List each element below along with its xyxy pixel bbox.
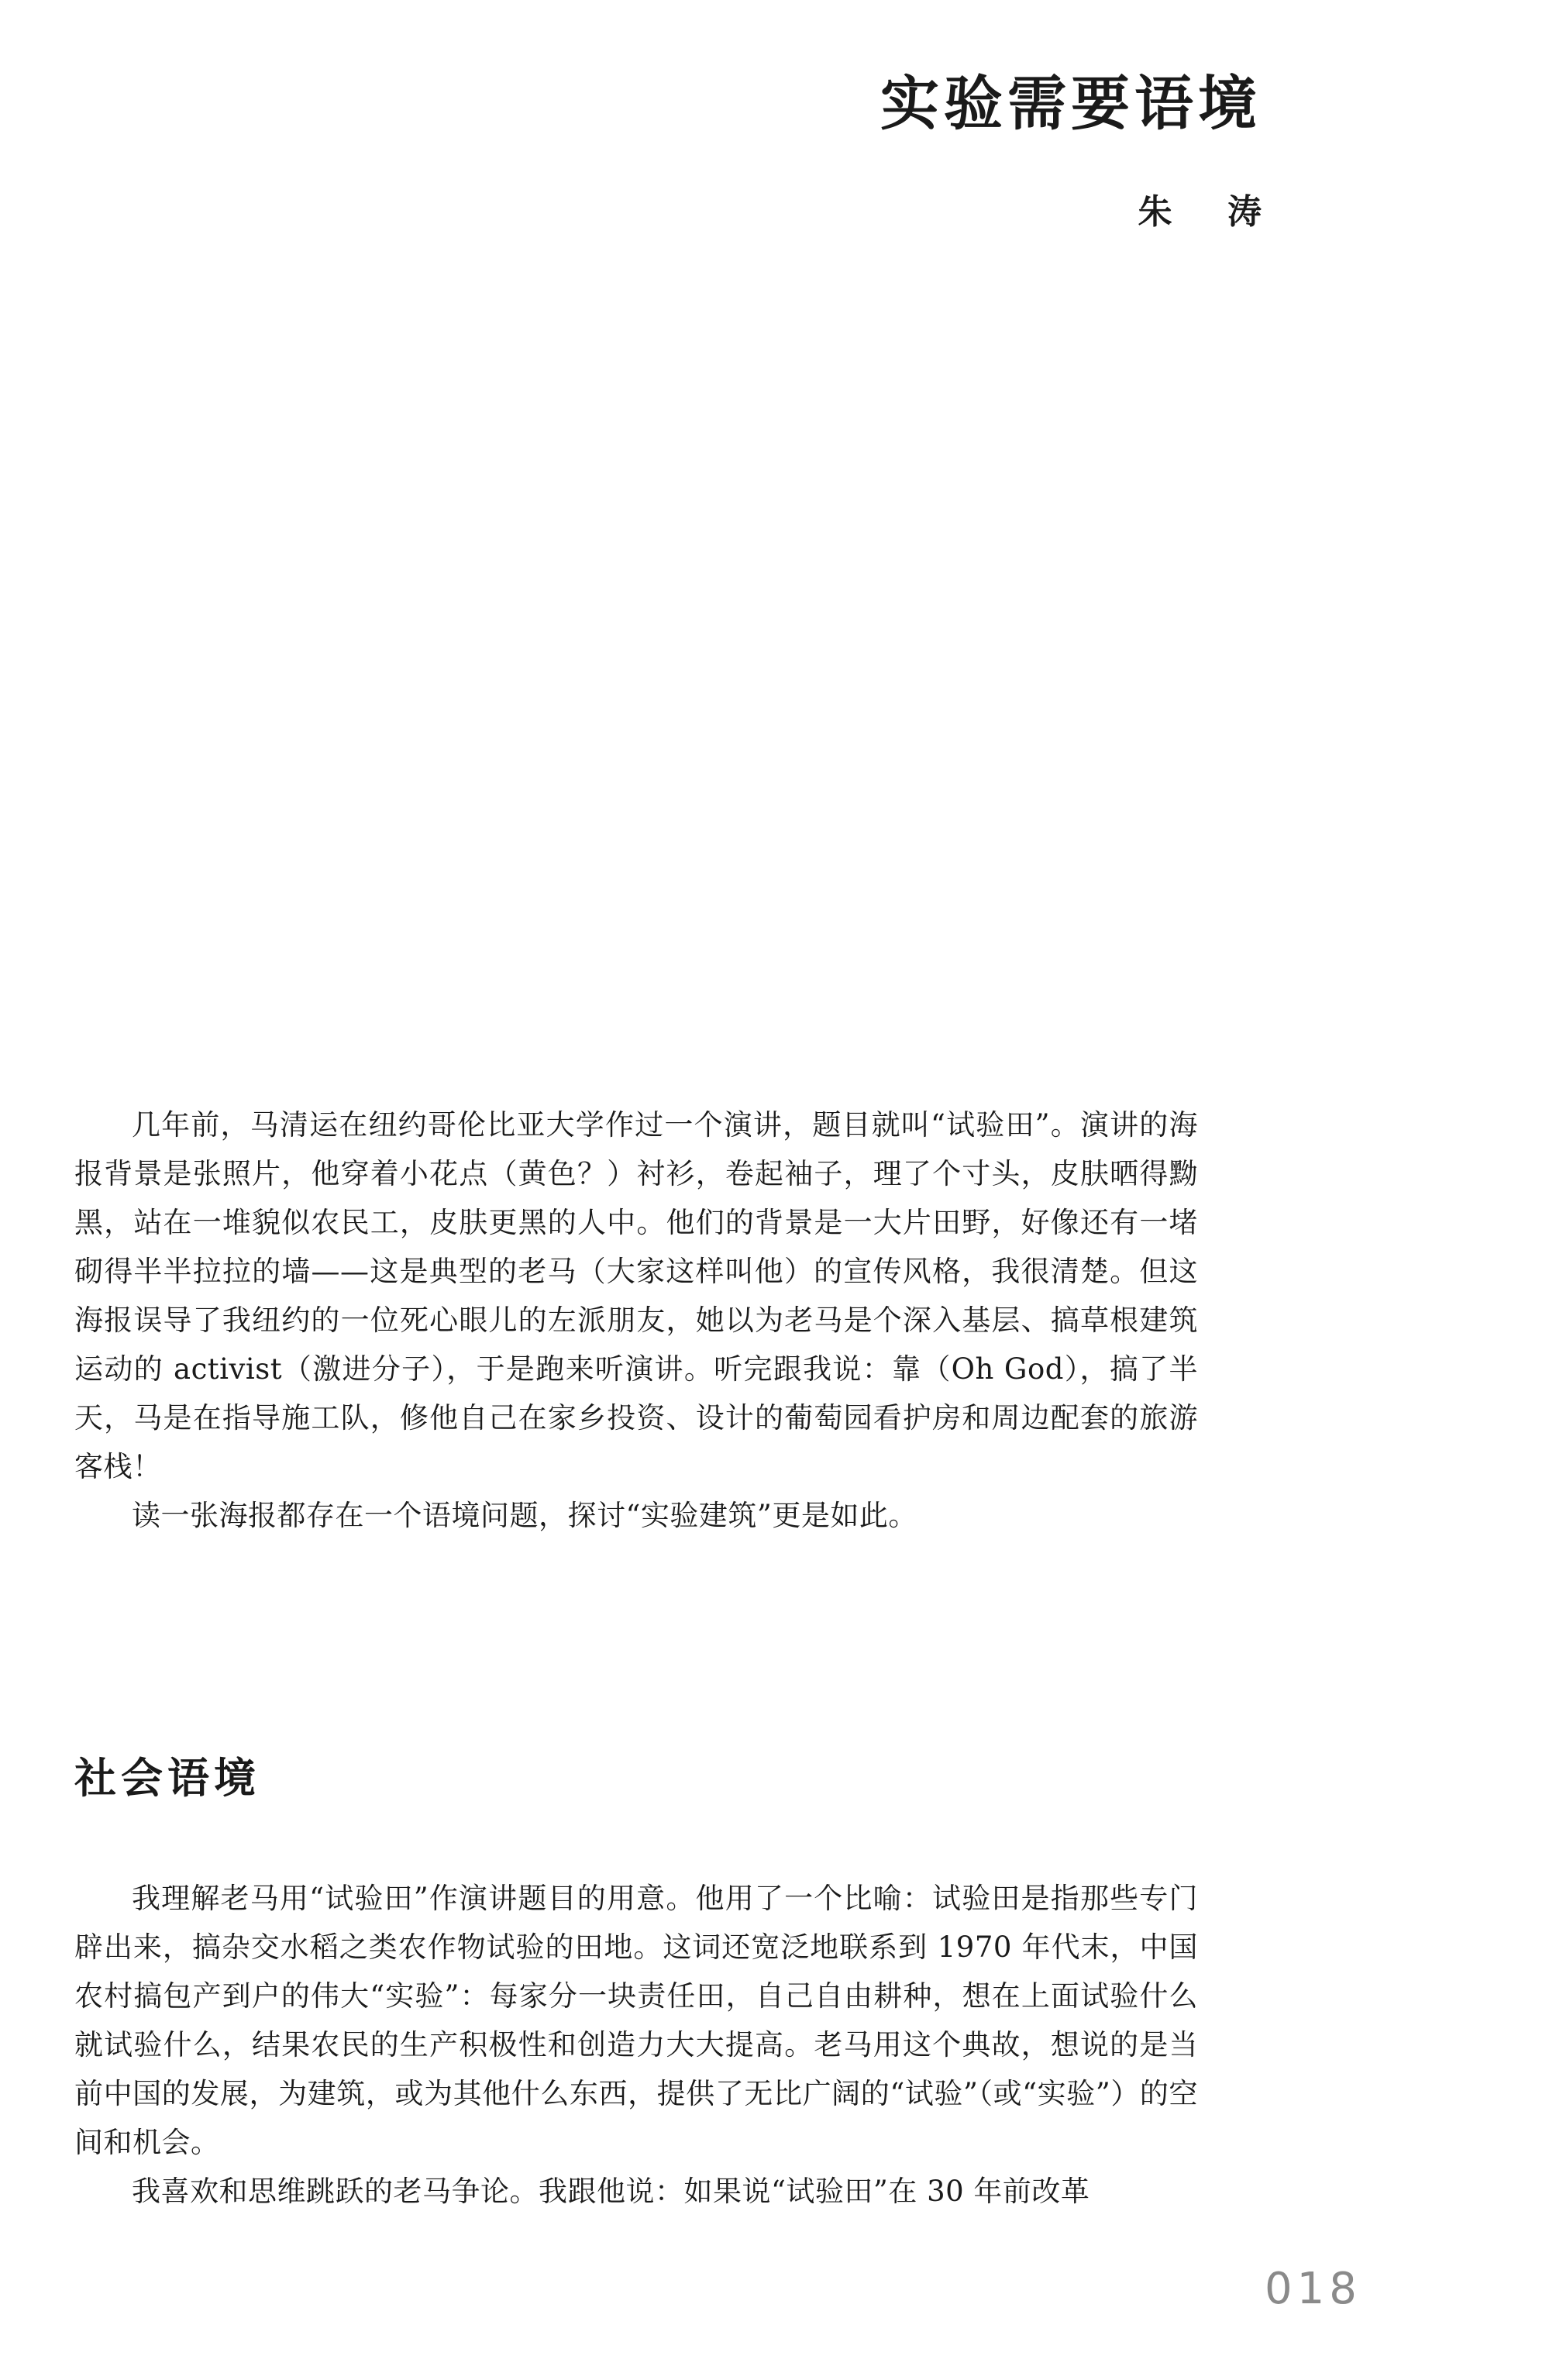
author-name: 朱 涛: [1138, 192, 1283, 232]
section-text-block: [74, 1874, 1198, 2216]
body-paragraph: 读一张海报都存在一个语境问题，探讨“实验建筑”更是如此。: [132, 1499, 917, 1532]
section-heading: 社会语境: [74, 1753, 260, 1803]
body-paragraph: 几年前，马清运在纽约哥伦比亚大学作过一个演讲，题目就叫“试验田”。演讲的海报背景是张照片，他穿着小花点（黄色？）衬衫，卷起袖子，理了个寸头，皮肤晒得黝黑，站在一堆貌似农民工，皮肤更黑的人中。他们的背景是一大片田野，好像还有一堵砌得半半拉拉的墙——这是典型的老马（大家这样叫他）的宣传风格，我很清楚。但这海报误导了我纽约的一位死心眼儿的左派朋友，她以为老马是个深入基层、搞草根建筑运动的 activist（激进分子），于是跑来听演讲。听完跟我说：靠（Oh God），搞了半天，马是在指导施工队，修他自己在家乡投资、设计的葡萄园看护房和周边配套的旅游客栈！: [74, 1108, 1198, 1483]
article-title: 实验需要语境: [880, 69, 1262, 138]
body-paragraph: 我理解老马用“试验田”作演讲题目的用意。他用了一个比喻：试验田是指那些专门辟出来，搞杂交水稻之类农作物试验的田地。这词还宽泛地联系到 1970 年代末，中国农村搞包产到户的伟大“实验”：每家分一块责任田，自己自由耕种，想在上面试验什么就试验什么，结果农民的生产积极性和创造力大大提高。老马用这个典故，想说的是当前中国的发展，为建筑，或为其他什么东西，提供了无比广阔的“试验”（或“实验”）的空间和机会。: [74, 1882, 1198, 2159]
intro-text-block: [74, 1100, 1198, 1540]
page-number: 018: [1265, 2264, 1362, 2314]
body-paragraph: 我喜欢和思维跳跃的老马争论。我跟他说：如果说“试验田”在 30 年前改革: [132, 2175, 1090, 2208]
